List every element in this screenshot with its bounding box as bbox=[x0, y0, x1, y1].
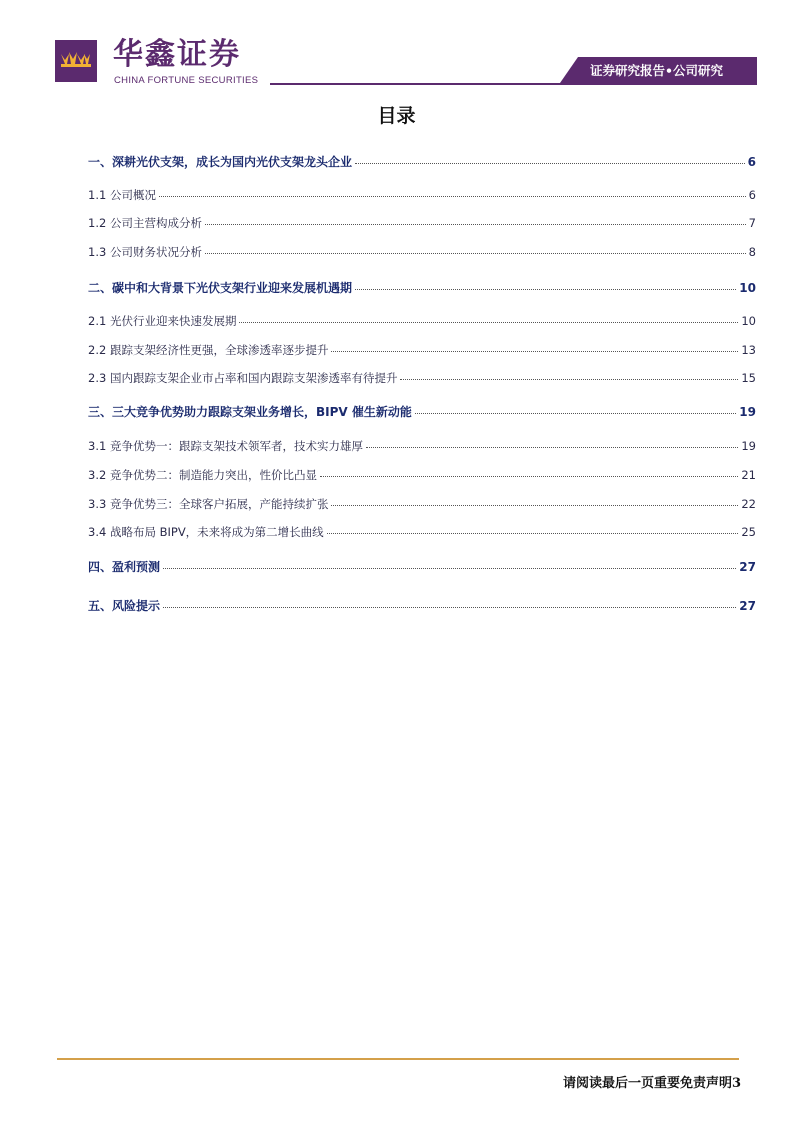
toc-entry[interactable] bbox=[88, 558, 756, 576]
toc-page-number: 10 bbox=[741, 314, 756, 328]
toc-entry-text: 3.4 战略布局 BIPV，未来将成为第二增长曲线 bbox=[88, 525, 324, 539]
toc-page-number: 25 bbox=[741, 525, 756, 539]
footer-disclaimer-note: 请阅读最后一页重要免责声明3 bbox=[562, 1076, 741, 1091]
toc-leader bbox=[327, 523, 739, 534]
toc-entry[interactable] bbox=[88, 312, 756, 330]
toc-leader bbox=[355, 279, 736, 290]
toc-leader bbox=[331, 341, 738, 352]
toc-page-number: 7 bbox=[748, 216, 756, 230]
brand-name-en: CHINA FORTUNE SECURITIES bbox=[114, 75, 259, 86]
toc-entry[interactable] bbox=[88, 341, 756, 359]
toc-entry[interactable] bbox=[88, 186, 756, 204]
toc-entry-text: 3.3 竞争优势三：全球客户拓展，产能持续扩张 bbox=[88, 497, 329, 511]
toc-entry-text: 3.1 竞争优势一：跟踪支架技术领军者，技术实力雄厚 bbox=[88, 439, 363, 453]
toc-leader bbox=[400, 369, 738, 380]
toc-page-number: 27 bbox=[739, 560, 756, 574]
toc-entry[interactable] bbox=[88, 523, 756, 541]
toc-entry-text: 1.2 公司主营构成分析 bbox=[88, 216, 202, 230]
toc-leader bbox=[239, 312, 738, 323]
company-logo-icon bbox=[55, 40, 97, 82]
toc-leader bbox=[163, 597, 736, 608]
toc-entry[interactable] bbox=[88, 495, 756, 513]
toc-entry-text: 2.1 光伏行业迎来快速发展期 bbox=[88, 314, 237, 328]
toc-entry[interactable] bbox=[88, 369, 756, 387]
toc-page-number: 22 bbox=[741, 497, 756, 511]
toc-page-number: 15 bbox=[741, 371, 756, 385]
toc-page-number: 19 bbox=[739, 405, 756, 419]
toc-page-number: 8 bbox=[748, 245, 756, 259]
toc-page-number: 6 bbox=[748, 188, 756, 202]
toc-page-number: 19 bbox=[741, 439, 756, 453]
toc-entry-text: 二、碳中和大背景下光伏支架行业迎来发展机遇期 bbox=[88, 281, 353, 295]
toc-entry-text: 五、风险提示 bbox=[88, 599, 161, 613]
toc-leader bbox=[205, 243, 746, 254]
toc-page-number: 13 bbox=[741, 343, 756, 357]
toc-leader bbox=[415, 403, 736, 414]
toc-page-number: 10 bbox=[739, 281, 756, 295]
footer-divider bbox=[57, 1058, 739, 1060]
toc-entry[interactable] bbox=[88, 466, 756, 484]
toc-entry-text: 三、三大竞争优势助力跟踪支架业务增长，BIPV 催生新动能 bbox=[88, 405, 412, 419]
report-type-label: 证券研究报告•公司研究 bbox=[590, 63, 723, 78]
toc-leader bbox=[163, 558, 736, 569]
toc-entry[interactable] bbox=[88, 437, 756, 455]
toc-leader bbox=[159, 186, 746, 197]
toc-leader bbox=[331, 495, 738, 506]
toc-page-number: 6 bbox=[747, 155, 756, 169]
toc-entry-text: 2.2 跟踪支架经济性更强，全球渗透率逐步提升 bbox=[88, 343, 329, 357]
toc-leader bbox=[366, 437, 738, 448]
page-title: 目录 bbox=[377, 105, 416, 127]
toc-entry[interactable] bbox=[88, 153, 756, 171]
toc-entry-text: 1.1 公司概况 bbox=[88, 188, 156, 202]
toc-entry[interactable] bbox=[88, 279, 756, 297]
brand-name-cn: 华鑫证券 bbox=[113, 37, 241, 72]
toc-leader bbox=[320, 466, 738, 477]
toc-leader bbox=[205, 214, 746, 225]
toc-entry-text: 2.3 国内跟踪支架企业市占率和国内跟踪支架渗透率有待提升 bbox=[88, 371, 398, 385]
toc-entry[interactable] bbox=[88, 214, 756, 232]
header-divider bbox=[270, 83, 757, 85]
toc-entry-text: 四、盈利预测 bbox=[88, 560, 161, 574]
toc-entry[interactable] bbox=[88, 403, 756, 421]
toc-page-number: 27 bbox=[739, 599, 756, 613]
toc-entry[interactable] bbox=[88, 597, 756, 615]
toc-entry[interactable] bbox=[88, 243, 756, 261]
toc-entry-text: 1.3 公司财务状况分析 bbox=[88, 245, 202, 259]
toc-page-number: 21 bbox=[741, 468, 756, 482]
toc-entry-text: 一、深耕光伏支架，成长为国内光伏支架龙头企业 bbox=[88, 155, 353, 169]
toc-entry-text: 3.2 竞争优势二：制造能力突出，性价比凸显 bbox=[88, 468, 317, 482]
toc-leader bbox=[355, 153, 745, 164]
